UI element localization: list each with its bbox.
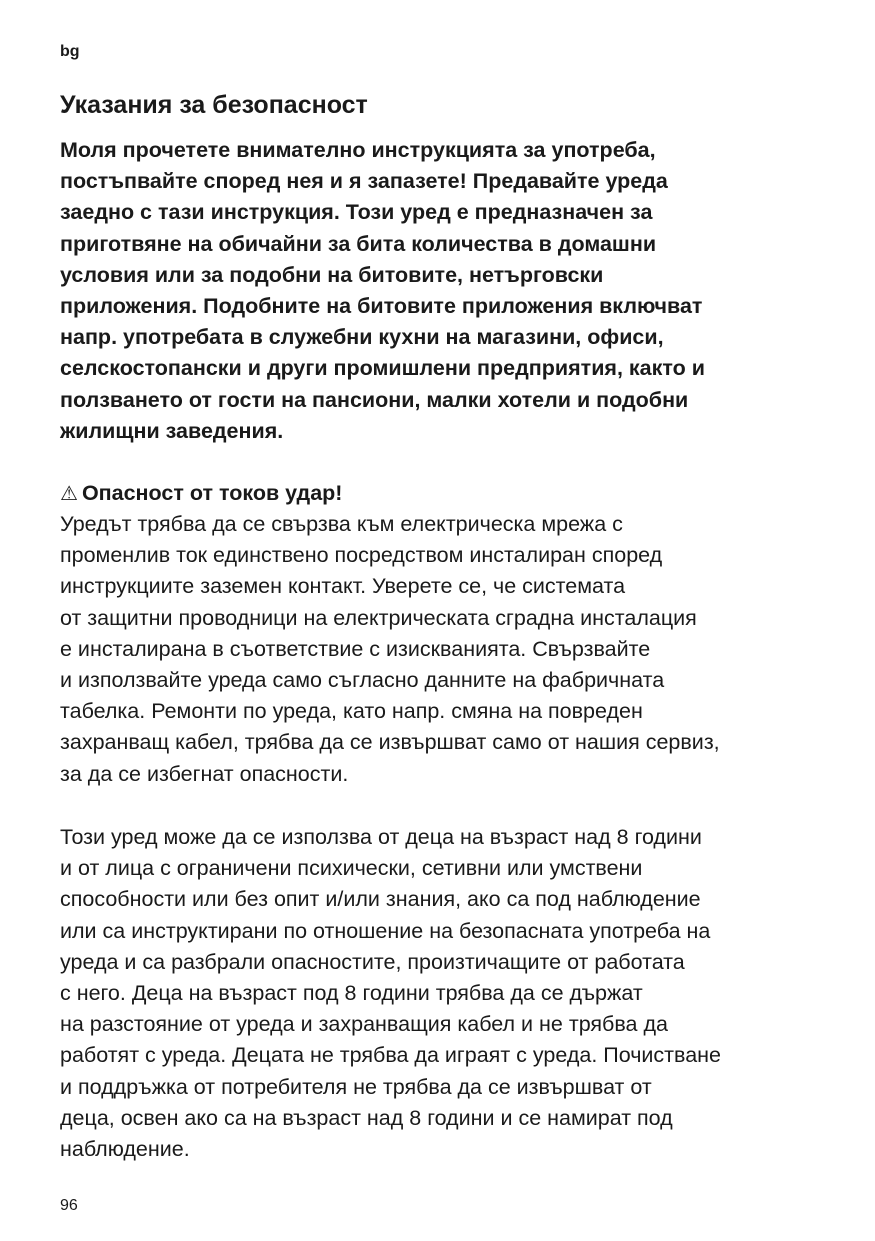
paragraph-line: Този уред може да се използва от деца на възраст над 8 години	[60, 825, 702, 849]
paragraph-line: и от лица с ограничени психически, сетивни или умствени	[60, 856, 643, 881]
intro-line: условия или за подобни на битовите, нетърговски	[60, 262, 604, 287]
paragraph-line: от защитни проводници на електрическата сградна инсталация	[60, 605, 697, 630]
intro-line: жилищни заведения.	[60, 418, 284, 443]
paragraph-line: и използвайте уреда само съгласно данните на фабричната	[60, 668, 665, 693]
intro-line: селскостопански и други промишлени предприятия, както и	[60, 356, 705, 381]
page-number: 96	[60, 1197, 78, 1214]
warning-heading-text: Опасност от токов удар!	[81, 481, 343, 505]
children-safety-paragraph	[60, 822, 830, 1165]
intro-line: Моля прочетете внимателно инструкцията за употреба,	[60, 138, 656, 162]
paragraph-line: променлив ток единствено посредством инсталиран според	[60, 543, 663, 568]
intro-line: заедно с тази инструкция. Този уред е предназначен за	[60, 200, 653, 225]
warning-triangle-icon: ⚠	[60, 481, 78, 505]
paragraph-line: наблюдение.	[60, 1137, 190, 1162]
paragraph-line: или са инструктирани по отношение на безопасната употреба на	[60, 918, 711, 943]
page-title: Указания за безопасност	[60, 91, 368, 119]
paragraph-line: захранващ кабел, трябва да се извършват само от нашия сервиз,	[60, 730, 720, 755]
paragraph-line: уреда и са разбрали опасностите, произтичащите от работата	[60, 949, 685, 974]
paragraph-line: инструкциите заземен контакт. Уверете се, че системата	[60, 574, 626, 599]
intro-line: напр. употребата в служебни кухни на магазини, офиси,	[60, 325, 664, 350]
intro-line: ползването от гости на пансиони, малки хотели и подобни	[60, 387, 689, 412]
paragraph-line: работят с уреда. Децата не трябва да играят с уреда. Почистване	[60, 1043, 721, 1068]
paragraph-line: на разстояние от уреда и захранващия кабел и не трябва да	[60, 1012, 668, 1037]
intro-paragraph	[60, 135, 830, 447]
paragraph-line: Уредът трябва да се свързва към електрическа мрежа с	[60, 512, 623, 536]
intro-line: приготвяне на обичайни за бита количества в домашни	[60, 231, 657, 256]
intro-line: приложения. Подобните на битовите приложения включват	[60, 294, 703, 319]
paragraph-line: табелка. Ремонти по уреда, като напр. смяна на повреден	[60, 699, 643, 724]
intro-line: постъпвайте според нея и я запазете! Предавайте уреда	[60, 169, 668, 194]
paragraph-line: способности или без опит и/или знания, ако са под наблюдение	[60, 887, 701, 912]
language-code: bg	[60, 43, 80, 60]
paragraph-line: за да се избегнат опасности.	[60, 761, 349, 786]
paragraph-line: деца, освен ако са на възраст над 8 години и се намират под	[60, 1105, 673, 1130]
paragraph-line: е инсталирана в съответствие с изискванията. Свързвайте	[60, 636, 651, 661]
warning-heading	[60, 478, 342, 509]
paragraph-line: и поддръжка от потребителя не трябва да се извършват от	[60, 1074, 652, 1099]
paragraph-line: с него. Деца на възраст под 8 години трябва да се държат	[60, 981, 643, 1006]
electric-shock-paragraph	[60, 509, 830, 790]
